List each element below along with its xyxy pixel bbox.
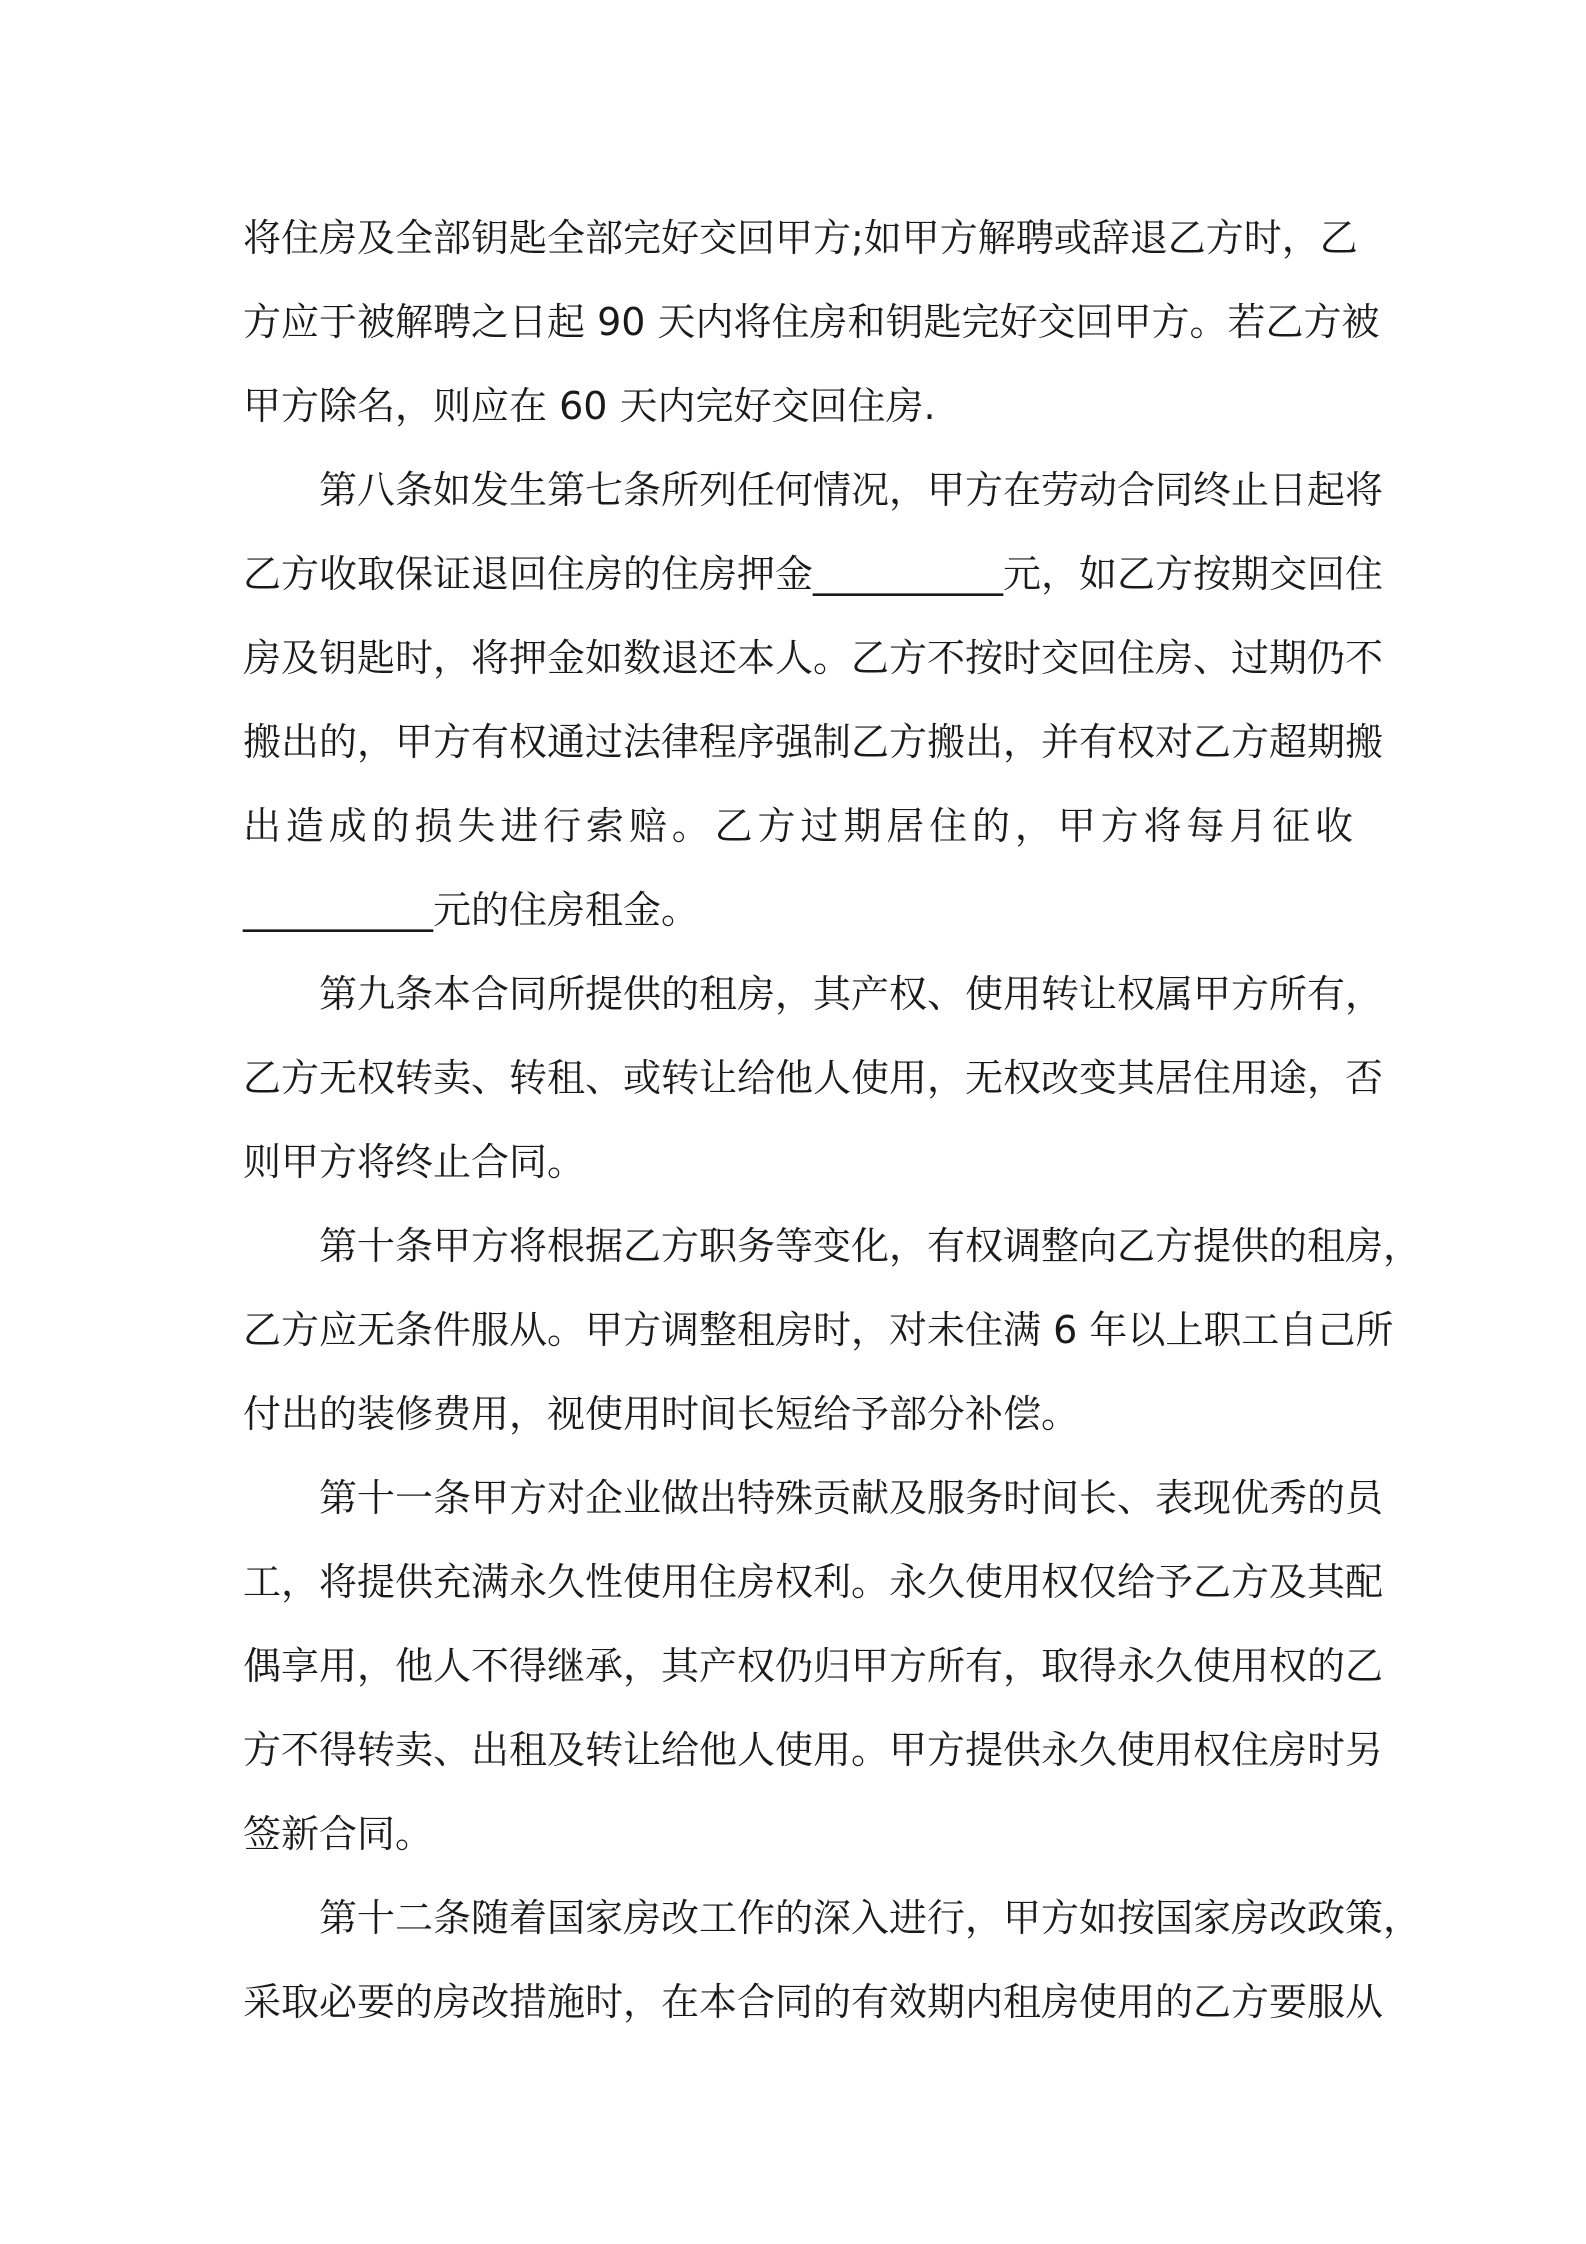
text-line: 方不得转卖、出租及转让给他人使用。甲方提供永久使用权住房时另 <box>243 1728 1384 1772</box>
text-line: 甲方除名，则应在 60 天内完好交回住房. <box>243 384 936 428</box>
text-line: 出造成的损失进行索赔。乙方过期居住的，甲方将每月征收 <box>243 804 1353 848</box>
text-line: 乙方收取保证退回住房的住房押金__________元，如乙方按期交回住 <box>243 552 1384 596</box>
text-line: 乙方应无条件服从。甲方调整租房时，对未住满 6 年以上职工自己所 <box>243 1308 1394 1352</box>
article-12-start: 第十二条随着国家房改工作的深入进行，甲方如按国家房改政策， <box>319 1896 1422 1940</box>
text-line: 签新合同。 <box>243 1812 434 1856</box>
text-line: __________元的住房租金。 <box>243 888 700 932</box>
text-line: 乙方无权转卖、转租、或转让给他人使用，无权改变其居住用途，否 <box>243 1056 1384 1100</box>
text-line: 搬出的，甲方有权通过法律程序强制乙方搬出，并有权对乙方超期搬 <box>243 720 1384 764</box>
text-line: 偶享用，他人不得继承，其产权仍归甲方所有，取得永久使用权的乙 <box>243 1644 1384 1688</box>
contract-text <box>243 196 1422 2044</box>
text-line: 采取必要的房改措施时，在本合同的有效期内租房使用的乙方要服从 <box>243 1980 1384 2024</box>
article-11-start: 第十一条甲方对企业做出特殊贡献及服务时间长、表现优秀的员 <box>319 1476 1384 1520</box>
article-8-start: 第八条如发生第七条所列任何情况，甲方在劳动合同终止日起将 <box>319 468 1384 512</box>
text-line: 付出的装修费用，视使用时间长短给予部分补偿。 <box>243 1392 1080 1436</box>
article-9-start: 第九条本合同所提供的租房，其产权、使用转让权属甲方所有， <box>319 972 1384 1016</box>
text-line: 工，将提供充满永久性使用住房权利。永久使用权仅给予乙方及其配 <box>243 1560 1384 1604</box>
text-line: 则甲方将终止合同。 <box>243 1140 586 1184</box>
text-line: 将住房及全部钥匙全部完好交回甲方;如甲方解聘或辞退乙方时，乙 <box>243 216 1358 260</box>
article-10-start: 第十条甲方将根据乙方职务等变化，有权调整向乙方提供的租房， <box>319 1224 1422 1268</box>
text-line: 房及钥匙时，将押金如数退还本人。乙方不按时交回住房、过期仍不 <box>243 636 1384 680</box>
text-line: 方应于被解聘之日起 90 天内将住房和钥匙完好交回甲方。若乙方被 <box>243 300 1380 344</box>
